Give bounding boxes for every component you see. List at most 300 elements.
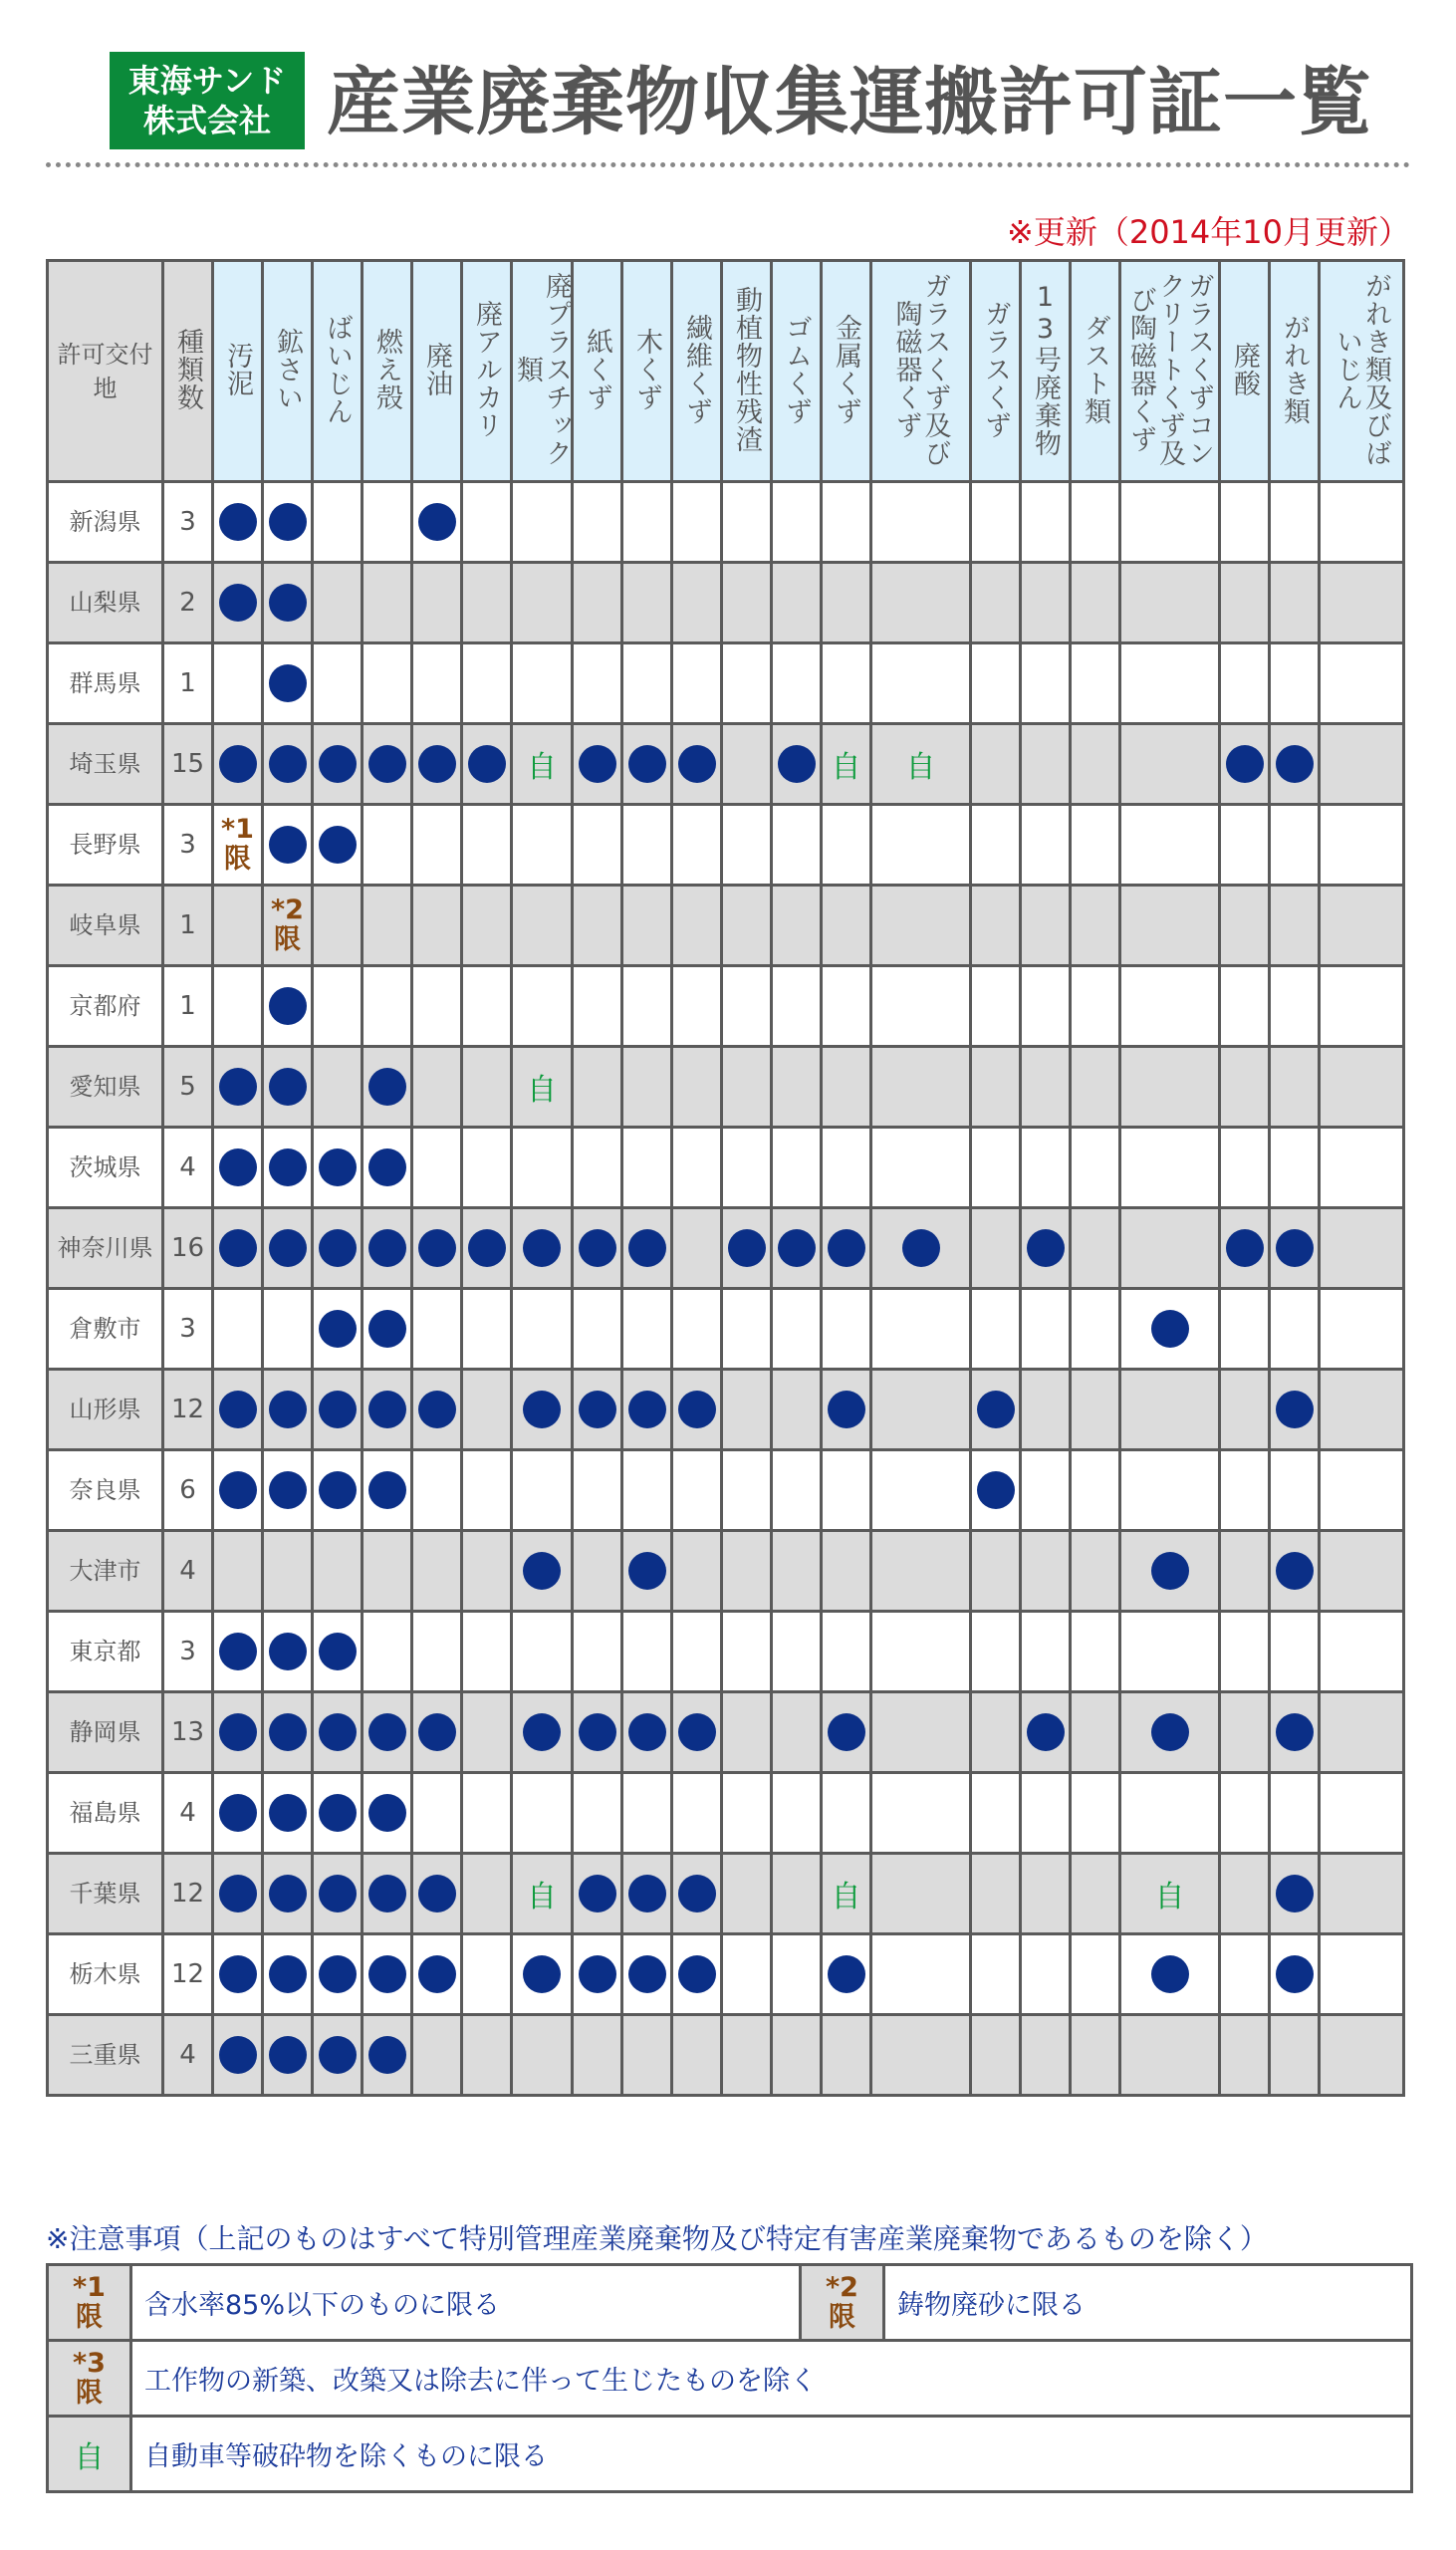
permit-cell	[822, 805, 871, 886]
permit-cell	[822, 1450, 871, 1531]
permit-cell	[363, 724, 412, 805]
permit-cell	[1320, 1531, 1404, 1612]
permit-cell	[1120, 563, 1220, 643]
permit-cell	[672, 1047, 722, 1128]
permit-cell	[213, 1773, 263, 1854]
permit-cell	[1071, 886, 1120, 966]
permit-cell	[1071, 1289, 1120, 1370]
permit-cell	[722, 1773, 772, 1854]
permit-cell	[1120, 1531, 1220, 1612]
permit-cell	[1021, 1531, 1071, 1612]
permit-cell	[1270, 1773, 1320, 1854]
permit-cell	[412, 1208, 462, 1289]
permit-cell	[722, 1047, 772, 1128]
permit-cell	[1071, 1047, 1120, 1128]
permit-cell	[1220, 1773, 1270, 1854]
prefecture-name: 千葉県	[69, 1880, 141, 1908]
permit-table	[46, 259, 1405, 2097]
permit-dot-icon	[778, 745, 816, 783]
permit-cell	[263, 563, 313, 643]
permit-dot-icon	[523, 1713, 561, 1751]
permit-cell	[1320, 643, 1404, 724]
permit-cell	[672, 1612, 722, 1692]
permit-cell	[622, 1854, 672, 1934]
permit-cell	[772, 966, 822, 1047]
table-row	[48, 1047, 1404, 1128]
permit-cell	[772, 886, 822, 966]
type-count: 15	[170, 749, 205, 779]
notes-table	[46, 2263, 1413, 2493]
permit-cell	[1021, 886, 1071, 966]
type-count-cell	[163, 1934, 213, 2015]
permit-cell	[622, 1289, 672, 1370]
prefecture-name: 埼玉県	[69, 750, 141, 778]
permit-cell	[462, 1692, 512, 1773]
table-row	[48, 966, 1404, 1047]
permit-cell	[822, 1370, 871, 1450]
permit-cell	[672, 1531, 722, 1612]
permit-cell	[772, 1934, 822, 2015]
permit-cell	[1270, 1047, 1320, 1128]
permit-cell	[722, 966, 772, 1047]
permit-cell	[512, 1208, 573, 1289]
header-column-21	[1320, 261, 1404, 482]
permit-dot-icon	[1027, 1229, 1065, 1267]
permit-cell	[871, 886, 971, 966]
header-column-8-label: 紙くず	[582, 327, 612, 411]
permit-cell	[462, 1773, 512, 1854]
permit-cell	[1270, 1208, 1320, 1289]
header-column-19-label: 廃酸	[1229, 341, 1260, 397]
permit-cell	[263, 1692, 313, 1773]
permit-cell	[1320, 1208, 1404, 1289]
permit-cell	[1320, 886, 1404, 966]
permit-cell	[672, 1773, 722, 1854]
permit-cell	[363, 1773, 412, 1854]
prefecture-name: 静岡県	[69, 1718, 141, 1746]
permit-cell	[1071, 2015, 1120, 2096]
permit-dot-icon	[678, 1955, 716, 1993]
header-column-9	[622, 261, 672, 482]
permit-dot-icon	[269, 745, 307, 783]
table-row	[48, 805, 1404, 886]
permit-dot-icon	[579, 1955, 616, 1993]
permit-cell	[1220, 1370, 1270, 1450]
permit-cell	[412, 1612, 462, 1692]
permit-cell	[1220, 1612, 1270, 1692]
table-row	[48, 2015, 1404, 2096]
permit-cell	[363, 1531, 412, 1612]
permit-cell	[1021, 1934, 1071, 2015]
permit-cell	[213, 966, 263, 1047]
permit-cell	[871, 482, 971, 563]
permit-cell	[622, 805, 672, 886]
table-row	[48, 1128, 1404, 1208]
permit-cell	[672, 1450, 722, 1531]
permit-cell	[871, 1289, 971, 1370]
permit-dot-icon	[678, 1713, 716, 1751]
permit-cell	[1120, 1047, 1220, 1128]
permit-cell	[1120, 886, 1220, 966]
type-count: 4	[179, 1798, 196, 1828]
permit-cell	[213, 643, 263, 724]
permit-dot-icon	[579, 1391, 616, 1428]
note-key-3-bottom: 限	[76, 2377, 103, 2409]
permit-cell	[871, 1854, 971, 1934]
permit-cell	[672, 1289, 722, 1370]
permit-cell	[1021, 1854, 1071, 1934]
note-key-4-symbol: 自	[74, 2439, 105, 2475]
permit-cell	[622, 1531, 672, 1612]
permit-cell	[412, 563, 462, 643]
permit-cell	[1320, 1289, 1404, 1370]
permit-cell	[573, 2015, 622, 2096]
permit-cell	[412, 1370, 462, 1450]
permit-cell	[363, 482, 412, 563]
table-row	[48, 563, 1404, 643]
permit-dot-icon	[269, 584, 307, 622]
permit-cell	[462, 724, 512, 805]
permit-dot-icon	[219, 1068, 257, 1106]
permit-cell	[412, 1773, 462, 1854]
permit-cell	[573, 482, 622, 563]
permit-cell	[412, 805, 462, 886]
table-row	[48, 1531, 1404, 1612]
permit-cell	[1120, 1773, 1220, 1854]
permit-dot-icon	[269, 1875, 307, 1912]
permit-dot-icon	[1226, 1229, 1264, 1267]
restriction-ji-mark: 自	[527, 750, 557, 785]
permit-dot-icon	[1151, 1310, 1189, 1348]
permit-dot-icon	[628, 1229, 666, 1267]
prefecture-cell	[48, 1370, 163, 1450]
permit-dot-icon	[269, 1229, 307, 1267]
header-column-4	[363, 261, 412, 482]
prefecture-cell	[48, 886, 163, 966]
permit-cell	[512, 1854, 573, 1934]
header-column-17-label: ダスト類	[1080, 313, 1110, 425]
header-column-12	[772, 261, 822, 482]
restriction-ji-mark: 自	[1154, 1880, 1185, 1914]
permit-dot-icon	[579, 745, 616, 783]
permit-cell	[971, 482, 1021, 563]
permit-cell	[1320, 2015, 1404, 2096]
permit-cell	[462, 1208, 512, 1289]
permit-cell	[1071, 563, 1120, 643]
permit-cell	[672, 1208, 722, 1289]
permit-cell	[213, 1612, 263, 1692]
permit-cell	[971, 643, 1021, 724]
prefecture-cell	[48, 1208, 163, 1289]
permit-cell	[672, 724, 722, 805]
permit-cell	[1120, 805, 1220, 886]
permit-cell	[1220, 805, 1270, 886]
header-type-count-label: 種類数	[172, 327, 203, 411]
permit-cell	[622, 1450, 672, 1531]
permit-cell	[871, 1692, 971, 1773]
permit-dot-icon	[319, 1633, 357, 1670]
permit-dot-icon	[1276, 1552, 1314, 1590]
permit-cell	[573, 1450, 622, 1531]
permit-cell	[822, 724, 871, 805]
note-text-1: 含水率85%以下のものに限る	[131, 2265, 801, 2341]
header-column-6-label: 廃アルカリ	[471, 299, 502, 439]
type-count-cell	[163, 643, 213, 724]
permit-cell	[822, 1773, 871, 1854]
permit-dot-icon	[219, 1794, 257, 1832]
permit-dot-icon	[319, 1713, 357, 1751]
permit-cell	[1270, 2015, 1320, 2096]
permit-cell	[1120, 1370, 1220, 1450]
permit-dot-icon	[628, 1552, 666, 1590]
header-column-21-label: がれき類及びばいじん	[1332, 271, 1391, 467]
prefecture-name: 群馬県	[69, 669, 141, 697]
permit-cell	[213, 1047, 263, 1128]
type-count: 12	[170, 1879, 205, 1909]
permit-cell	[412, 1128, 462, 1208]
prefecture-cell	[48, 1773, 163, 1854]
permit-cell	[772, 1854, 822, 1934]
permit-cell	[622, 1047, 672, 1128]
note-key-1-bottom: 限	[76, 2301, 103, 2333]
type-count-cell	[163, 1208, 213, 1289]
permit-dot-icon	[319, 745, 357, 783]
permit-dot-icon	[628, 1713, 666, 1751]
note-key-2-bottom: 限	[829, 2301, 855, 2333]
type-count-cell	[163, 1531, 213, 1612]
type-count: 6	[179, 1475, 196, 1505]
permit-cell	[263, 1612, 313, 1692]
permit-cell	[512, 1450, 573, 1531]
permit-cell	[363, 1047, 412, 1128]
permit-cell	[772, 2015, 822, 2096]
permit-cell	[871, 2015, 971, 2096]
type-count: 3	[179, 507, 196, 537]
permit-cell	[1021, 1450, 1071, 1531]
logo-line-1: 東海サンド	[127, 62, 287, 100]
permit-cell	[313, 1047, 363, 1128]
permit-dot-icon	[219, 1229, 257, 1267]
permit-cell	[822, 1047, 871, 1128]
header-column-9-label: 木くず	[631, 327, 662, 411]
permit-cell	[573, 1047, 622, 1128]
permit-cell	[512, 805, 573, 886]
permit-cell	[512, 724, 573, 805]
permit-cell	[722, 1692, 772, 1773]
permit-cell	[363, 1692, 412, 1773]
permit-cell	[213, 2015, 263, 2096]
permit-cell	[1220, 1934, 1270, 2015]
permit-cell	[313, 1531, 363, 1612]
permit-cell	[971, 1612, 1021, 1692]
permit-cell	[772, 1370, 822, 1450]
table-row	[48, 1289, 1404, 1370]
permit-cell	[213, 1128, 263, 1208]
permit-cell	[462, 1047, 512, 1128]
prefecture-name: 山梨県	[69, 589, 141, 617]
prefecture-cell	[48, 2015, 163, 2096]
permit-cell	[971, 1208, 1021, 1289]
table-row	[48, 1934, 1404, 2015]
permit-cell	[622, 1612, 672, 1692]
page-title: 産業廃棄物収集運搬許可証一覧	[327, 60, 1372, 145]
permit-cell	[363, 2015, 412, 2096]
permit-dot-icon	[269, 1633, 307, 1670]
permit-cell	[213, 1370, 263, 1450]
permit-cell	[772, 1692, 822, 1773]
permit-dot-icon	[579, 1875, 616, 1912]
table-row	[48, 1692, 1404, 1773]
permit-dot-icon	[319, 1955, 357, 1993]
type-count-cell	[163, 1128, 213, 1208]
restriction-ji-mark: 自	[905, 750, 936, 785]
permit-cell	[213, 1531, 263, 1612]
prefecture-name: 神奈川県	[57, 1234, 153, 1262]
permit-cell	[772, 1047, 822, 1128]
permit-cell	[772, 563, 822, 643]
permit-dot-icon	[319, 1148, 357, 1186]
permit-cell	[822, 1934, 871, 2015]
type-count: 12	[170, 1395, 205, 1424]
permit-cell	[573, 1692, 622, 1773]
permit-cell	[971, 1854, 1021, 1934]
permit-cell	[622, 643, 672, 724]
header-column-2-label: 鉱さい	[272, 327, 303, 411]
permit-cell	[722, 724, 772, 805]
permit-dot-icon	[269, 1955, 307, 1993]
permit-cell	[1320, 805, 1404, 886]
permit-cell	[822, 563, 871, 643]
type-count-cell	[163, 1773, 213, 1854]
permit-cell	[1021, 643, 1071, 724]
permit-cell	[1120, 1934, 1220, 2015]
prefecture-name: 茨城県	[69, 1153, 141, 1181]
header-column-1-label: 汚泥	[222, 341, 253, 397]
notes-title: ※注意事項（上記のものはすべて特別管理産業廃棄物及び特定有害産業廃棄物であるものを除く）	[46, 2222, 1268, 2255]
permit-cell	[263, 1289, 313, 1370]
permit-cell	[573, 1289, 622, 1370]
permit-cell	[1320, 1934, 1404, 2015]
type-count: 16	[170, 1233, 205, 1263]
prefecture-cell	[48, 1531, 163, 1612]
permit-cell	[363, 1208, 412, 1289]
permit-cell	[1071, 1128, 1120, 1208]
permit-cell	[822, 966, 871, 1047]
table-row	[48, 1612, 1404, 1692]
permit-dot-icon	[418, 1713, 456, 1751]
type-count-cell	[163, 1612, 213, 1692]
permit-cell	[1220, 1128, 1270, 1208]
permit-cell	[573, 1773, 622, 1854]
permit-cell	[313, 563, 363, 643]
permit-cell	[512, 482, 573, 563]
permit-cell	[1220, 886, 1270, 966]
note-key-1	[48, 2265, 131, 2341]
type-count: 4	[179, 2040, 196, 2070]
permit-cell	[313, 724, 363, 805]
permit-cell	[363, 1934, 412, 2015]
permit-cell	[672, 482, 722, 563]
permit-cell	[971, 1934, 1021, 2015]
permit-cell	[512, 1047, 573, 1128]
type-count: 3	[179, 830, 196, 860]
permit-dot-icon	[418, 1229, 456, 1267]
prefecture-cell	[48, 1612, 163, 1692]
header-column-12-label: ゴムくず	[781, 313, 812, 425]
permit-cell	[1320, 1612, 1404, 1692]
prefecture-cell	[48, 1854, 163, 1934]
permit-dot-icon	[219, 1471, 257, 1509]
type-count-cell	[163, 2015, 213, 2096]
permit-cell	[263, 643, 313, 724]
permit-cell	[573, 1128, 622, 1208]
permit-cell	[822, 1531, 871, 1612]
permit-cell	[1021, 1773, 1071, 1854]
permit-cell	[622, 1370, 672, 1450]
note-text-2: 鋳物廃砂に限る	[884, 2265, 1412, 2341]
permit-cell	[512, 1128, 573, 1208]
permit-cell	[1071, 643, 1120, 724]
permit-cell	[1071, 482, 1120, 563]
permit-cell	[622, 724, 672, 805]
permit-cell	[1071, 1773, 1120, 1854]
permit-dot-icon	[368, 1794, 406, 1832]
permit-cell	[412, 2015, 462, 2096]
header-column-18-label: ガラスくずコンクリートくず及び陶磁器くず	[1125, 271, 1214, 467]
permit-cell	[1220, 1854, 1270, 1934]
permit-cell	[412, 482, 462, 563]
permit-dot-icon	[319, 826, 357, 864]
permit-cell	[1220, 1692, 1270, 1773]
permit-cell	[1320, 1854, 1404, 1934]
type-count-cell	[163, 724, 213, 805]
header-column-5-label: 廃油	[421, 341, 452, 397]
permit-cell	[462, 805, 512, 886]
header-column-20	[1270, 261, 1320, 482]
permit-cell	[573, 1208, 622, 1289]
permit-cell	[1021, 563, 1071, 643]
permit-cell	[772, 805, 822, 886]
permit-dot-icon	[219, 584, 257, 622]
permit-cell	[1071, 1692, 1120, 1773]
permit-cell	[871, 966, 971, 1047]
permit-cell	[213, 1450, 263, 1531]
prefecture-name: 福島県	[69, 1799, 141, 1827]
notes-row	[48, 2417, 1412, 2492]
type-count: 3	[179, 1314, 196, 1344]
table-row	[48, 1450, 1404, 1531]
header-column-10	[672, 261, 722, 482]
permit-cell	[1220, 482, 1270, 563]
permit-cell	[822, 1692, 871, 1773]
type-count: 4	[179, 1556, 196, 1586]
permit-dot-icon	[319, 1794, 357, 1832]
permit-cell	[412, 1934, 462, 2015]
permit-dot-icon	[1276, 1955, 1314, 1993]
prefecture-cell	[48, 805, 163, 886]
permit-cell	[1021, 1692, 1071, 1773]
permit-cell	[313, 1773, 363, 1854]
prefecture-name: 三重県	[69, 2041, 141, 2069]
permit-cell	[1320, 1047, 1404, 1128]
permit-dot-icon	[219, 1148, 257, 1186]
permit-cell	[622, 1128, 672, 1208]
permit-cell	[213, 724, 263, 805]
permit-cell	[1071, 1450, 1120, 1531]
company-logo	[110, 52, 305, 149]
permit-cell	[573, 886, 622, 966]
permit-cell	[1220, 643, 1270, 724]
